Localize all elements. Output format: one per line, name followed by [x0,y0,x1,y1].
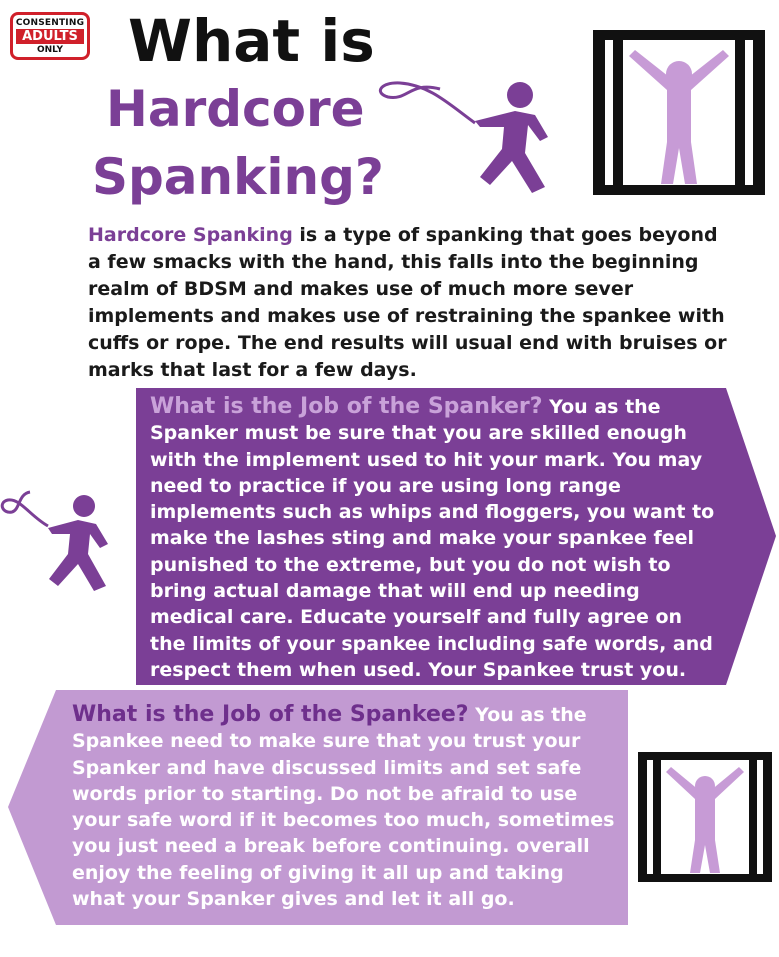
intro-text: is a type of spanking that goes beyond a few smacks with the hand, this falls into the beginning realm of BDSM and makes use of much more sever implements and makes use of restraining the spankee with cuffs or rope. The end results will usual end with bruises or marks that last for a few days. [88,224,727,381]
spankee-paragraph [72,702,617,912]
whip-figure-icon [370,75,585,195]
whip-figure-small-icon [0,488,128,593]
title-line-3: Spanking? [92,148,384,206]
consenting-adults-badge [10,12,90,60]
restrained-figure-small-icon [638,752,772,882]
badge-line-2: ADULTS [16,29,84,44]
spanker-text: You as the Spanker must be sure that you are skilled enough with the implement used to hit your mark. You may need to practice if you are using long range implements such as whips and floggers, you want to make the lashes sting and make your spankee feel punished to the extreme, but you do not wish to bring actual damage that will end up needing medical care. Educate yourself and fully agree on the limits of your spankee including safe words, and respect them when used. Your Spankee trust you. [150,396,715,681]
spanker-paragraph [150,394,715,683]
title-line-2: Hardcore [106,80,365,138]
intro-highlight: Hardcore Spanking [88,224,293,246]
spankee-text: You as the Spankee need to make sure that you trust your Spanker and have discussed limits and set safe words prior to starting. Do not be afraid to use your safe word if it becomes too much, sometimes you just need a break before continuing. overall enjoy the feeling of giving it all up and taking what your Spanker gives and let it all go. [72,704,615,911]
spanker-question: What is the Job of the Spanker? [150,394,543,419]
spankee-question: What is the Job of the Spankee? [72,702,469,727]
intro-paragraph [88,222,728,384]
restrained-figure-icon [593,30,765,195]
title-line-1: What is [128,7,375,75]
badge-line-3: ONLY [36,45,64,55]
badge-line-1: CONSENTING [15,18,85,28]
